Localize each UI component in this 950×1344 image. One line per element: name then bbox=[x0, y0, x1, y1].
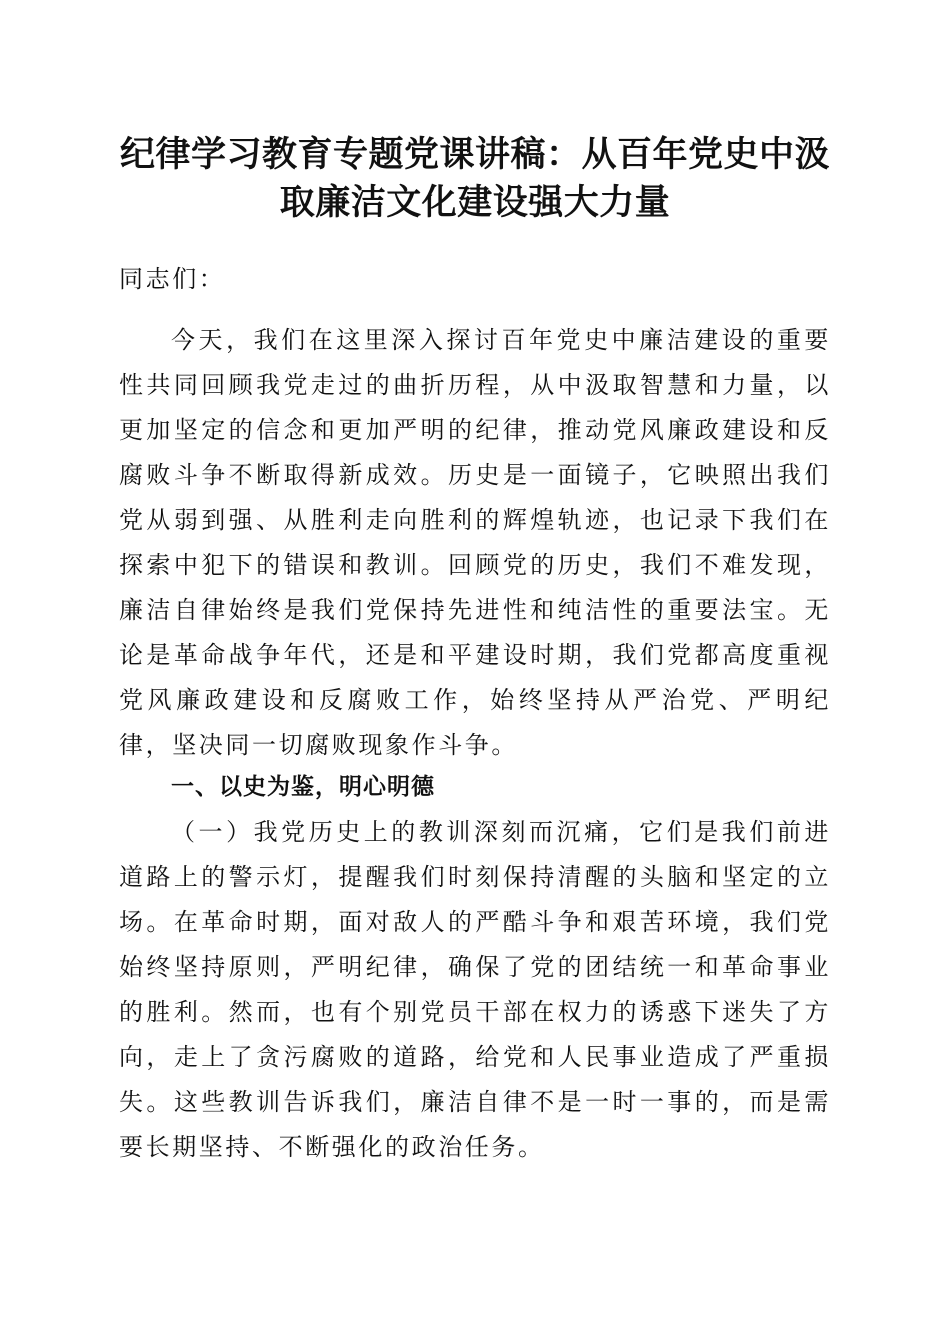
salutation: 同志们： bbox=[119, 265, 226, 293]
document-title bbox=[110, 131, 840, 227]
title-line-2: 取廉洁文化建设强大力量 bbox=[279, 182, 671, 223]
section-heading-1: 一、以史为鉴，明心明德 bbox=[171, 774, 435, 800]
paragraph-intro: 今天，我们在这里深入探讨百年党史中廉洁建设的重要性共同回顾我党走过的曲折历程，从中汲取智慧和力量，以更加坚定的信念和更加严明的纪律，推动党风廉政建设和反腐败斗争不断取得新成效。历史是一面镜子，它映照出我们党从弱到强、从胜利走向胜利的辉煌轨迹，也记录下我们在探索中犯下的错误和教训。回顾党的历史，我们不难发现，廉洁自律始终是我们党保持先进性和纯洁性的重要法宝。无论是革命战争年代，还是和平建设时期，我们党都高度重视党风廉政建设和反腐败工作，始终坚持从严治党、严明纪律，坚决同一切腐败现象作斗争。 bbox=[119, 326, 831, 759]
title-line-1: 纪律学习教育专题党课讲稿：从百年党史中汲 bbox=[119, 134, 830, 175]
paragraph-section-1-1: （一）我党历史上的教训深刻而沉痛，它们是我们前进道路上的警示灯，提醒我们时刻保持清醒的头脑和坚定的立场。在革命时期，面对敌人的严酷斗争和艰苦环境，我们党始终坚持原则，严明纪律，确保了党的团结统一和革命事业的胜利。然而，也有个别党员干部在权力的诱惑下迷失了方向，走上了贪污腐败的道路，给党和人民事业造成了严重损失。这些教训告诉我们，廉洁自律不是一时一事的，而是需要长期坚持、不断强化的政治任务。 bbox=[119, 818, 831, 1161]
